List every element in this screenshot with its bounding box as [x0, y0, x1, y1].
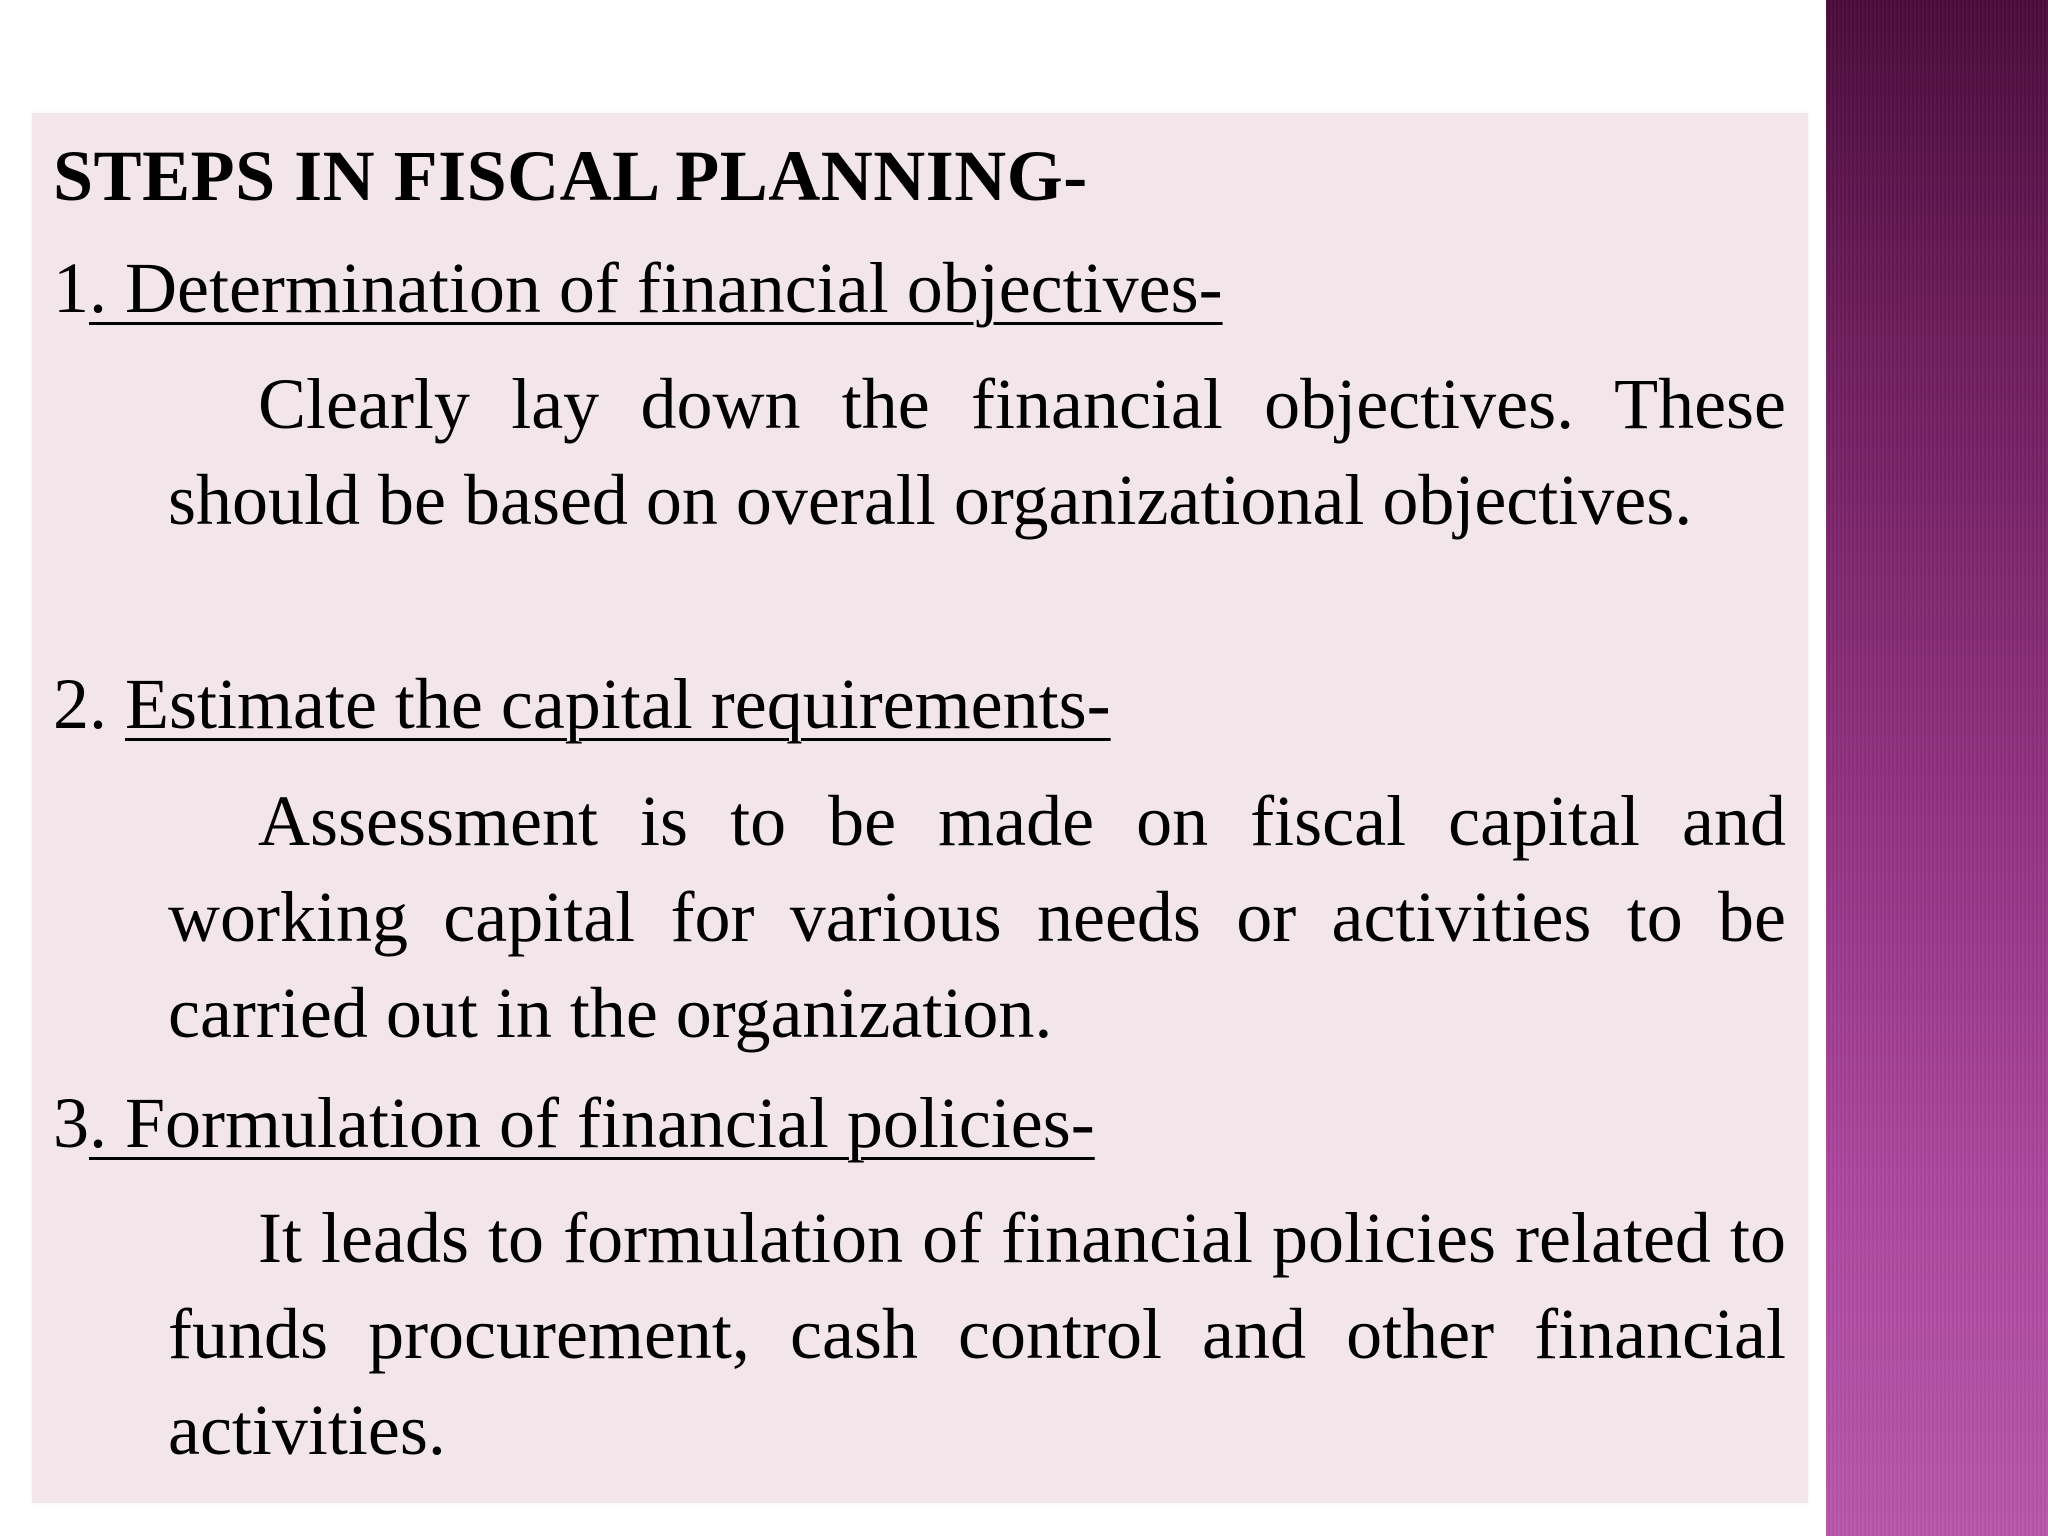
- step-2-title: Estimate the capital requirements-: [125, 664, 1111, 744]
- step-1-heading: [53, 240, 1223, 336]
- step-1-description: Clearly lay down the financial objectives. These should be based on overall organizational objectives.: [168, 364, 1786, 540]
- step-1-title: . Determination of financial objectives-: [89, 248, 1223, 328]
- step-3-heading: [53, 1075, 1095, 1171]
- step-1-number: 1: [53, 248, 89, 328]
- step-3-number: 3: [53, 1083, 89, 1163]
- step-2-description: Assessment is to be made on fiscal capital and working capital for various needs or activities to be carried out in the organization.: [168, 781, 1786, 1053]
- slide-title: STEPS IN FISCAL PLANNING-: [53, 136, 1088, 216]
- step-2-heading: [53, 656, 1111, 752]
- decorative-side-band: [1826, 0, 2048, 1536]
- step-3-title: . Formulation of financial policies-: [89, 1083, 1095, 1163]
- step-3-description: It leads to formulation of financial policies related to funds procurement, cash control and other financial activities.: [168, 1198, 1786, 1470]
- step-2-number: 2.: [53, 664, 125, 744]
